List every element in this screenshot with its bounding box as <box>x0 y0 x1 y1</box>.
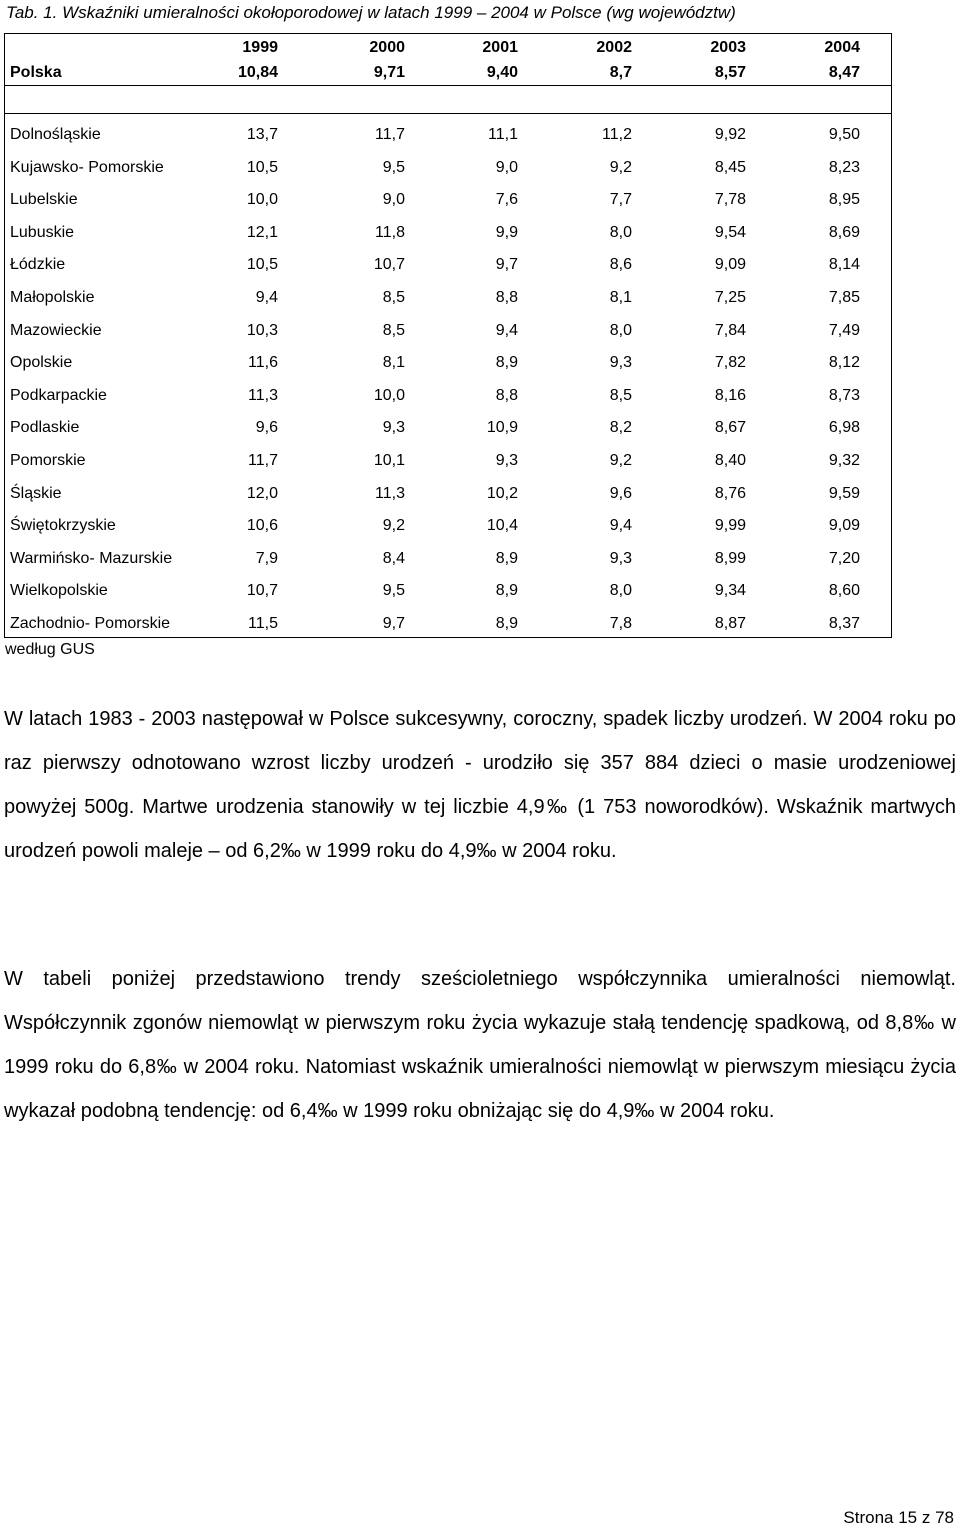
region-name: Lubuskie <box>10 223 75 241</box>
value-cell: 9,34 <box>714 582 746 600</box>
table-row <box>4 380 892 412</box>
value-cell: 11,3 <box>375 484 405 502</box>
year-header: 2002 <box>596 39 632 56</box>
value-cell: 9,7 <box>382 615 405 632</box>
value-cell: 8,76 <box>714 484 746 502</box>
value-cell: 8,95 <box>828 191 860 209</box>
region-name: Zachodnio- Pomorskie <box>10 615 171 632</box>
table-row <box>4 478 892 510</box>
value-cell: 8,9 <box>495 615 518 632</box>
region-name: Dolnośląskie <box>10 126 101 143</box>
source-note: według GUS <box>5 641 95 658</box>
value-cell: 10,2 <box>486 484 518 502</box>
value-cell: 9,4 <box>609 517 632 535</box>
year-header: 2004 <box>824 39 860 56</box>
mortality-table <box>4 33 892 638</box>
value-cell: 9,2 <box>609 158 632 176</box>
table-row <box>4 152 892 184</box>
value-cell: 8,73 <box>828 386 860 404</box>
value-cell: 8,45 <box>714 158 746 176</box>
year-header: 2001 <box>482 39 518 56</box>
value-cell: 13,7 <box>246 126 278 143</box>
table-row <box>4 119 892 151</box>
value-cell: 7,20 <box>828 549 860 567</box>
region-name: Wielkopolskie <box>10 582 108 600</box>
value-cell: 10,3 <box>246 321 278 339</box>
value-cell: 8,57 <box>714 64 746 81</box>
value-cell: 9,59 <box>828 484 860 502</box>
value-cell: 8,40 <box>714 452 746 469</box>
value-cell: 10,84 <box>237 64 278 81</box>
value-cell: 7,6 <box>495 191 518 209</box>
value-cell: 8,1 <box>382 354 405 372</box>
value-cell: 7,49 <box>828 321 860 339</box>
value-cell: 8,0 <box>609 582 632 600</box>
year-header: 1999 <box>242 39 278 56</box>
region-name: Świętokrzyskie <box>10 517 116 535</box>
value-cell: 8,5 <box>382 321 405 339</box>
region-name: Podlaskie <box>10 419 80 437</box>
value-cell: 9,4 <box>495 321 518 339</box>
value-cell: 12,1 <box>246 223 278 241</box>
value-cell: 8,67 <box>714 419 746 437</box>
value-cell: 9,32 <box>828 452 860 469</box>
table-row <box>4 445 892 477</box>
value-cell: 10,6 <box>246 517 278 535</box>
value-cell: 9,92 <box>714 126 746 143</box>
table-row <box>4 217 892 249</box>
value-cell: 9,09 <box>714 256 746 274</box>
value-cell: 10,0 <box>373 386 405 404</box>
value-cell: 10,4 <box>486 517 518 535</box>
value-cell: 10,9 <box>486 419 518 437</box>
value-cell: 7,82 <box>714 354 746 372</box>
table-row <box>4 315 892 347</box>
value-cell: 9,0 <box>382 191 405 209</box>
value-cell: 8,9 <box>495 549 518 567</box>
table-row <box>4 347 892 379</box>
value-cell: 9,2 <box>382 517 405 535</box>
value-cell: 9,3 <box>609 549 632 567</box>
value-cell: 9,0 <box>495 158 518 176</box>
value-cell: 8,60 <box>828 582 860 600</box>
national-row <box>4 62 892 86</box>
value-cell: 7,84 <box>714 321 746 339</box>
value-cell: 8,16 <box>714 386 746 404</box>
region-name: Łódzkie <box>10 256 66 274</box>
value-cell: 9,40 <box>486 64 518 81</box>
value-cell: 11,7 <box>375 126 405 143</box>
region-name: Pomorskie <box>10 452 86 469</box>
region-name: Warmińsko- Mazurskie <box>10 549 173 567</box>
value-cell: 8,37 <box>828 615 860 632</box>
value-cell: 11,8 <box>375 223 405 241</box>
value-cell: 12,0 <box>246 484 278 502</box>
value-cell: 7,25 <box>714 289 746 306</box>
table-row <box>4 249 892 281</box>
table-row <box>4 608 892 640</box>
value-cell: 9,3 <box>382 419 405 437</box>
value-cell: 8,87 <box>714 615 746 632</box>
value-cell: 8,0 <box>609 321 632 339</box>
region-name: Lubelskie <box>10 191 78 209</box>
table-row <box>4 282 892 314</box>
value-cell: 8,23 <box>828 158 860 176</box>
region-name: Śląskie <box>10 484 62 502</box>
table-row <box>4 412 892 444</box>
value-cell: 11,6 <box>248 354 278 372</box>
value-cell: 10,7 <box>246 582 278 600</box>
value-cell: 7,9 <box>255 549 278 567</box>
value-cell: 6,98 <box>828 419 860 437</box>
table-caption: Tab. 1. Wskaźniki umieralności okołoporodowej w latach 1999 – 2004 w Polsce (wg województw) <box>6 3 736 22</box>
table-row <box>4 184 892 216</box>
value-cell: 11,7 <box>248 452 278 469</box>
value-cell: 9,6 <box>255 419 278 437</box>
value-cell: 8,8 <box>495 289 518 306</box>
value-cell: 11,1 <box>488 126 518 143</box>
value-cell: 9,99 <box>714 517 746 535</box>
year-header: 2000 <box>369 39 405 56</box>
table-header-row <box>4 33 892 65</box>
value-cell: 9,6 <box>609 484 632 502</box>
value-cell: 7,8 <box>609 615 632 632</box>
value-cell: 9,4 <box>255 289 278 306</box>
value-cell: 9,3 <box>495 452 518 469</box>
value-cell: 10,1 <box>373 452 405 469</box>
page-number: Strona 15 z 78 <box>843 1508 954 1527</box>
value-cell: 8,7 <box>609 64 632 81</box>
value-cell: 11,3 <box>248 386 278 404</box>
table-row <box>4 510 892 542</box>
table-separator <box>4 113 892 114</box>
value-cell: 10,7 <box>373 256 405 274</box>
value-cell: 8,6 <box>609 256 632 274</box>
value-cell: 8,12 <box>828 354 860 372</box>
value-cell: 9,5 <box>382 582 405 600</box>
value-cell: 8,5 <box>609 386 632 404</box>
value-cell: 9,2 <box>609 452 632 469</box>
value-cell: 8,4 <box>382 549 405 567</box>
value-cell: 9,9 <box>495 223 518 241</box>
value-cell: 11,2 <box>602 126 632 143</box>
region-name: Polska <box>10 64 62 81</box>
value-cell: 9,3 <box>609 354 632 372</box>
value-cell: 7,85 <box>828 289 860 306</box>
value-cell: 8,9 <box>495 354 518 372</box>
region-name: Podkarpackie <box>10 386 107 404</box>
region-name: Mazowieckie <box>10 321 102 339</box>
value-cell: 8,69 <box>828 223 860 241</box>
value-cell: 11,5 <box>248 615 278 632</box>
value-cell: 8,8 <box>495 386 518 404</box>
region-name: Opolskie <box>10 354 73 372</box>
value-cell: 9,71 <box>373 64 405 81</box>
year-header: 2003 <box>710 39 746 56</box>
paragraph-births: W latach 1983 - 2003 następował w Polsce sukcesywny, coroczny, spadek liczby urodzeń. W 2004 roku po raz pierwszy odnotowano wzrost liczby urodzeń - urodziło się 357 884 dzieci o masie urodzeniowej powyżej 500g. Martwe urodzenia stanowiły w tej liczbie 4,9‰ (1 753 noworodków). Wskaźnik martwych urodzeń powoli maleje – od 6,2‰ w 1999 roku do 4,9‰ w 2004 roku. <box>4 708 956 862</box>
value-cell: 8,47 <box>828 64 860 81</box>
value-cell: 7,78 <box>714 191 746 209</box>
value-cell: 8,5 <box>382 289 405 306</box>
region-name: Kujawsko- Pomorskie <box>10 158 164 176</box>
value-cell: 8,99 <box>714 549 746 567</box>
table-row <box>4 575 892 607</box>
value-cell: 8,0 <box>609 223 632 241</box>
value-cell: 8,9 <box>495 582 518 600</box>
value-cell: 10,5 <box>246 256 278 274</box>
paragraph-infant-mortality: W tabeli poniżej przedstawiono trendy sześcioletniego współczynnika umieralności niemowląt. Współczynnik zgonów niemowląt w pierwszym roku życia wykazuje stałą tendencję spadkową, od 8,8‰ w 1999 roku do 6,8‰ w 2004 roku. Natomiast wskaźnik umieralności niemowląt w pierwszym miesiącu życia wykazał podobną tendencję: od 6,4‰ w 1999 roku obniżając się do 4,9‰ w 2004 roku. <box>4 968 956 1122</box>
value-cell: 10,0 <box>246 191 278 209</box>
value-cell: 8,2 <box>609 419 632 437</box>
value-cell: 9,5 <box>382 158 405 176</box>
value-cell: 10,5 <box>246 158 278 176</box>
region-name: Małopolskie <box>10 289 95 306</box>
value-cell: 7,7 <box>609 191 632 209</box>
value-cell: 9,50 <box>828 126 860 143</box>
value-cell: 9,09 <box>828 517 860 535</box>
table-row <box>4 543 892 575</box>
value-cell: 8,14 <box>828 256 860 274</box>
value-cell: 9,7 <box>495 256 518 274</box>
value-cell: 8,1 <box>609 289 632 306</box>
value-cell: 9,54 <box>714 223 746 241</box>
